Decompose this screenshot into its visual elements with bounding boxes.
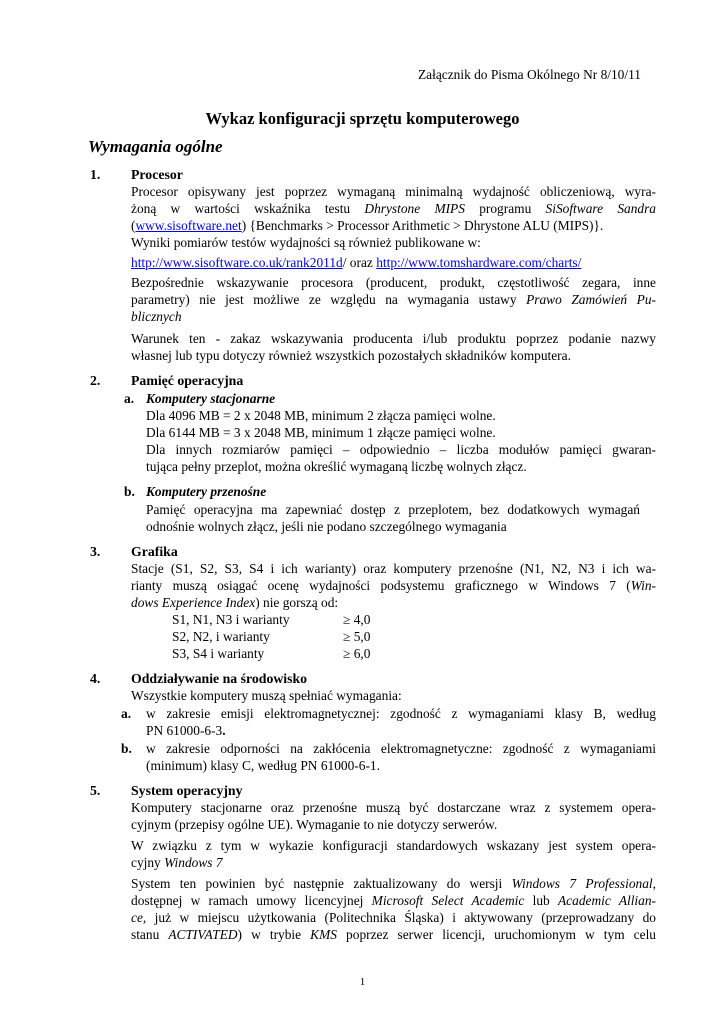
section-1-title: Procesor <box>131 167 183 182</box>
section-2-number: 2. <box>90 373 101 388</box>
grafika-row-label: S2, N2, i warianty <box>172 629 270 644</box>
s2-b-label: b. <box>124 484 135 499</box>
page-title: Wykaz konfiguracji sprzętu komputerowego <box>205 109 520 128</box>
s5-line: System ten powinien być następnie zaktualizowany do wersji Windows 7 Professional, <box>131 876 656 891</box>
s1-line: własnej lub typu dotyczy również wszystkich pozostałych składników komputera. <box>131 348 571 363</box>
s1-line: parametry) nie jest możliwe ze względu na wymagania ustawy Prawo Zamówień Pu- <box>131 292 656 307</box>
sisoftware-link[interactable]: www.sisoftware.net <box>135 218 242 233</box>
s1-line: Wyniki pomiarów testów wydajności są również publikowane w: <box>131 235 481 250</box>
s1-line: żoną w wartości wskaźnika testu Dhrystone MIPS programu SiSoftware Sandra <box>131 201 657 216</box>
s4-b-label: b. <box>121 741 132 756</box>
s1-line: Bezpośrednie wskazywanie procesora (producent, produkt, częstotliwość zegara, inne <box>131 275 656 290</box>
s1-line: Warunek ten - zakaz wskazywania producenta i/lub produktu poprzez podanie nazwy <box>131 331 656 346</box>
s4-line: PN 61000-6-3. <box>146 723 226 738</box>
s4-line: w zakresie emisji elektromagnetycznej: zgodność z wymaganiami klasy B, według <box>146 706 656 721</box>
section-2-title: Pamięć operacyjna <box>131 373 244 388</box>
s2-b-title: Komputery przenośne <box>146 484 267 499</box>
s5-line: stanu ACTIVATED) w trybie KMS poprzez serwer licencji, uruchomionym w tym celu <box>131 927 656 942</box>
s3-line: rianty muszą osiągać ocenę wydajności podsystemu graficznego w Windows 7 (Win- <box>131 578 656 593</box>
s4-line: w zakresie odporności na zakłócenia elektromagnetyczne: zgodność z wymaganiami <box>146 741 656 756</box>
page-number: 1 <box>359 976 366 988</box>
section-3-title: Grafika <box>131 544 178 559</box>
s2-a-title: Komputery stacjonarne <box>146 391 276 406</box>
s2-line: tująca pełny przeplot, można określić wymaganą liczbę wolnych złącz. <box>146 459 527 474</box>
rank-link[interactable]: http://www.sisoftware.co.uk/rank2011d <box>131 255 343 270</box>
s2-line: Dla innych rozmiarów pamięci – odpowiednio – liczba modułów pamięci gwaran- <box>146 442 656 457</box>
section-3-number: 3. <box>90 544 101 559</box>
grafika-row-value: ≥ 4,0 <box>343 612 371 627</box>
header-note: Załącznik do Pisma Okólnego Nr 8/10/11 <box>417 67 641 82</box>
section-4-number: 4. <box>90 671 101 686</box>
s5-line: dostępnej w ramach umowy licencyjnej Microsoft Select Academic lub Academic Allian- <box>131 893 657 908</box>
s3-line: dows Experience Index) nie gorszą od: <box>131 595 339 610</box>
s2-line: Dla 6144 MB = 3 x 2048 MB, minimum 1 złącze pamięci wolne. <box>146 425 496 440</box>
grafika-row-value: ≥ 5,0 <box>343 629 371 644</box>
s1-line: Procesor opisywany jest poprzez wymaganą minimalną wydajność obliczeniową, wyra- <box>131 184 656 199</box>
s2-line: Dla 4096 MB = 2 x 2048 MB, minimum 2 złącza pamięci wolne. <box>146 408 496 423</box>
s5-line: cyjnym (przepisy ogólne UE). Wymaganie to nie dotyczy serwerów. <box>131 817 498 832</box>
s1-line: blicznych <box>131 309 182 324</box>
section-1-number: 1. <box>90 167 101 182</box>
s4-a-label: a. <box>121 706 132 721</box>
section-5-title: System operacyjny <box>131 783 243 798</box>
tomshardware-link[interactable]: http://www.tomshardware.com/charts/ <box>376 255 582 270</box>
s1-line: (www.sisoftware.net) {Benchmarks > Processor Arithmetic > Dhrystone ALU (MIPS)}. <box>131 218 604 233</box>
s1-links-line: http://www.sisoftware.co.uk/rank2011d/ oraz http://www.tomshardware.com/charts/ <box>131 255 582 270</box>
s5-line: W związku z tym w wykazie konfiguracji standardowych wskazany jest system opera- <box>131 838 656 853</box>
s4-intro: Wszystkie komputery muszą spełniać wymagania: <box>131 688 402 703</box>
s4-line: (minimum) klasy C, według PN 61000-6-1. <box>146 758 380 773</box>
s2-a-label: a. <box>124 391 135 406</box>
grafika-row-label: S1, N1, N3 i warianty <box>172 612 290 627</box>
s5-line: cyjny Windows 7 <box>131 855 223 870</box>
s2-line: odnośnie wolnych złącz, jeśli nie podano szczególnego wymagania <box>146 519 507 534</box>
grafika-row-value: ≥ 6,0 <box>343 646 371 661</box>
s3-line: Stacje (S1, S2, S3, S4 i ich warianty) oraz komputery przenośne (N1, N2, N3 i ich wa- <box>131 561 656 576</box>
s5-line: Komputery stacjonarne oraz przenośne muszą być dostarczane wraz z systemem opera- <box>131 800 656 815</box>
section-title: Wymagania ogólne <box>88 137 223 156</box>
grafika-row-label: S3, S4 i warianty <box>172 646 265 661</box>
s2-line: Pamięć operacyjna ma zapewniać dostęp z przeplotem, bez dodatkowych wymagań <box>146 502 640 517</box>
section-4-title: Oddziaływanie na środowisko <box>131 671 308 686</box>
section-5-number: 5. <box>90 783 101 798</box>
s5-line: ce, już w miejscu użytkowania (Politechnika Śląska) i aktywowany (przeprowadzany do <box>131 910 656 925</box>
